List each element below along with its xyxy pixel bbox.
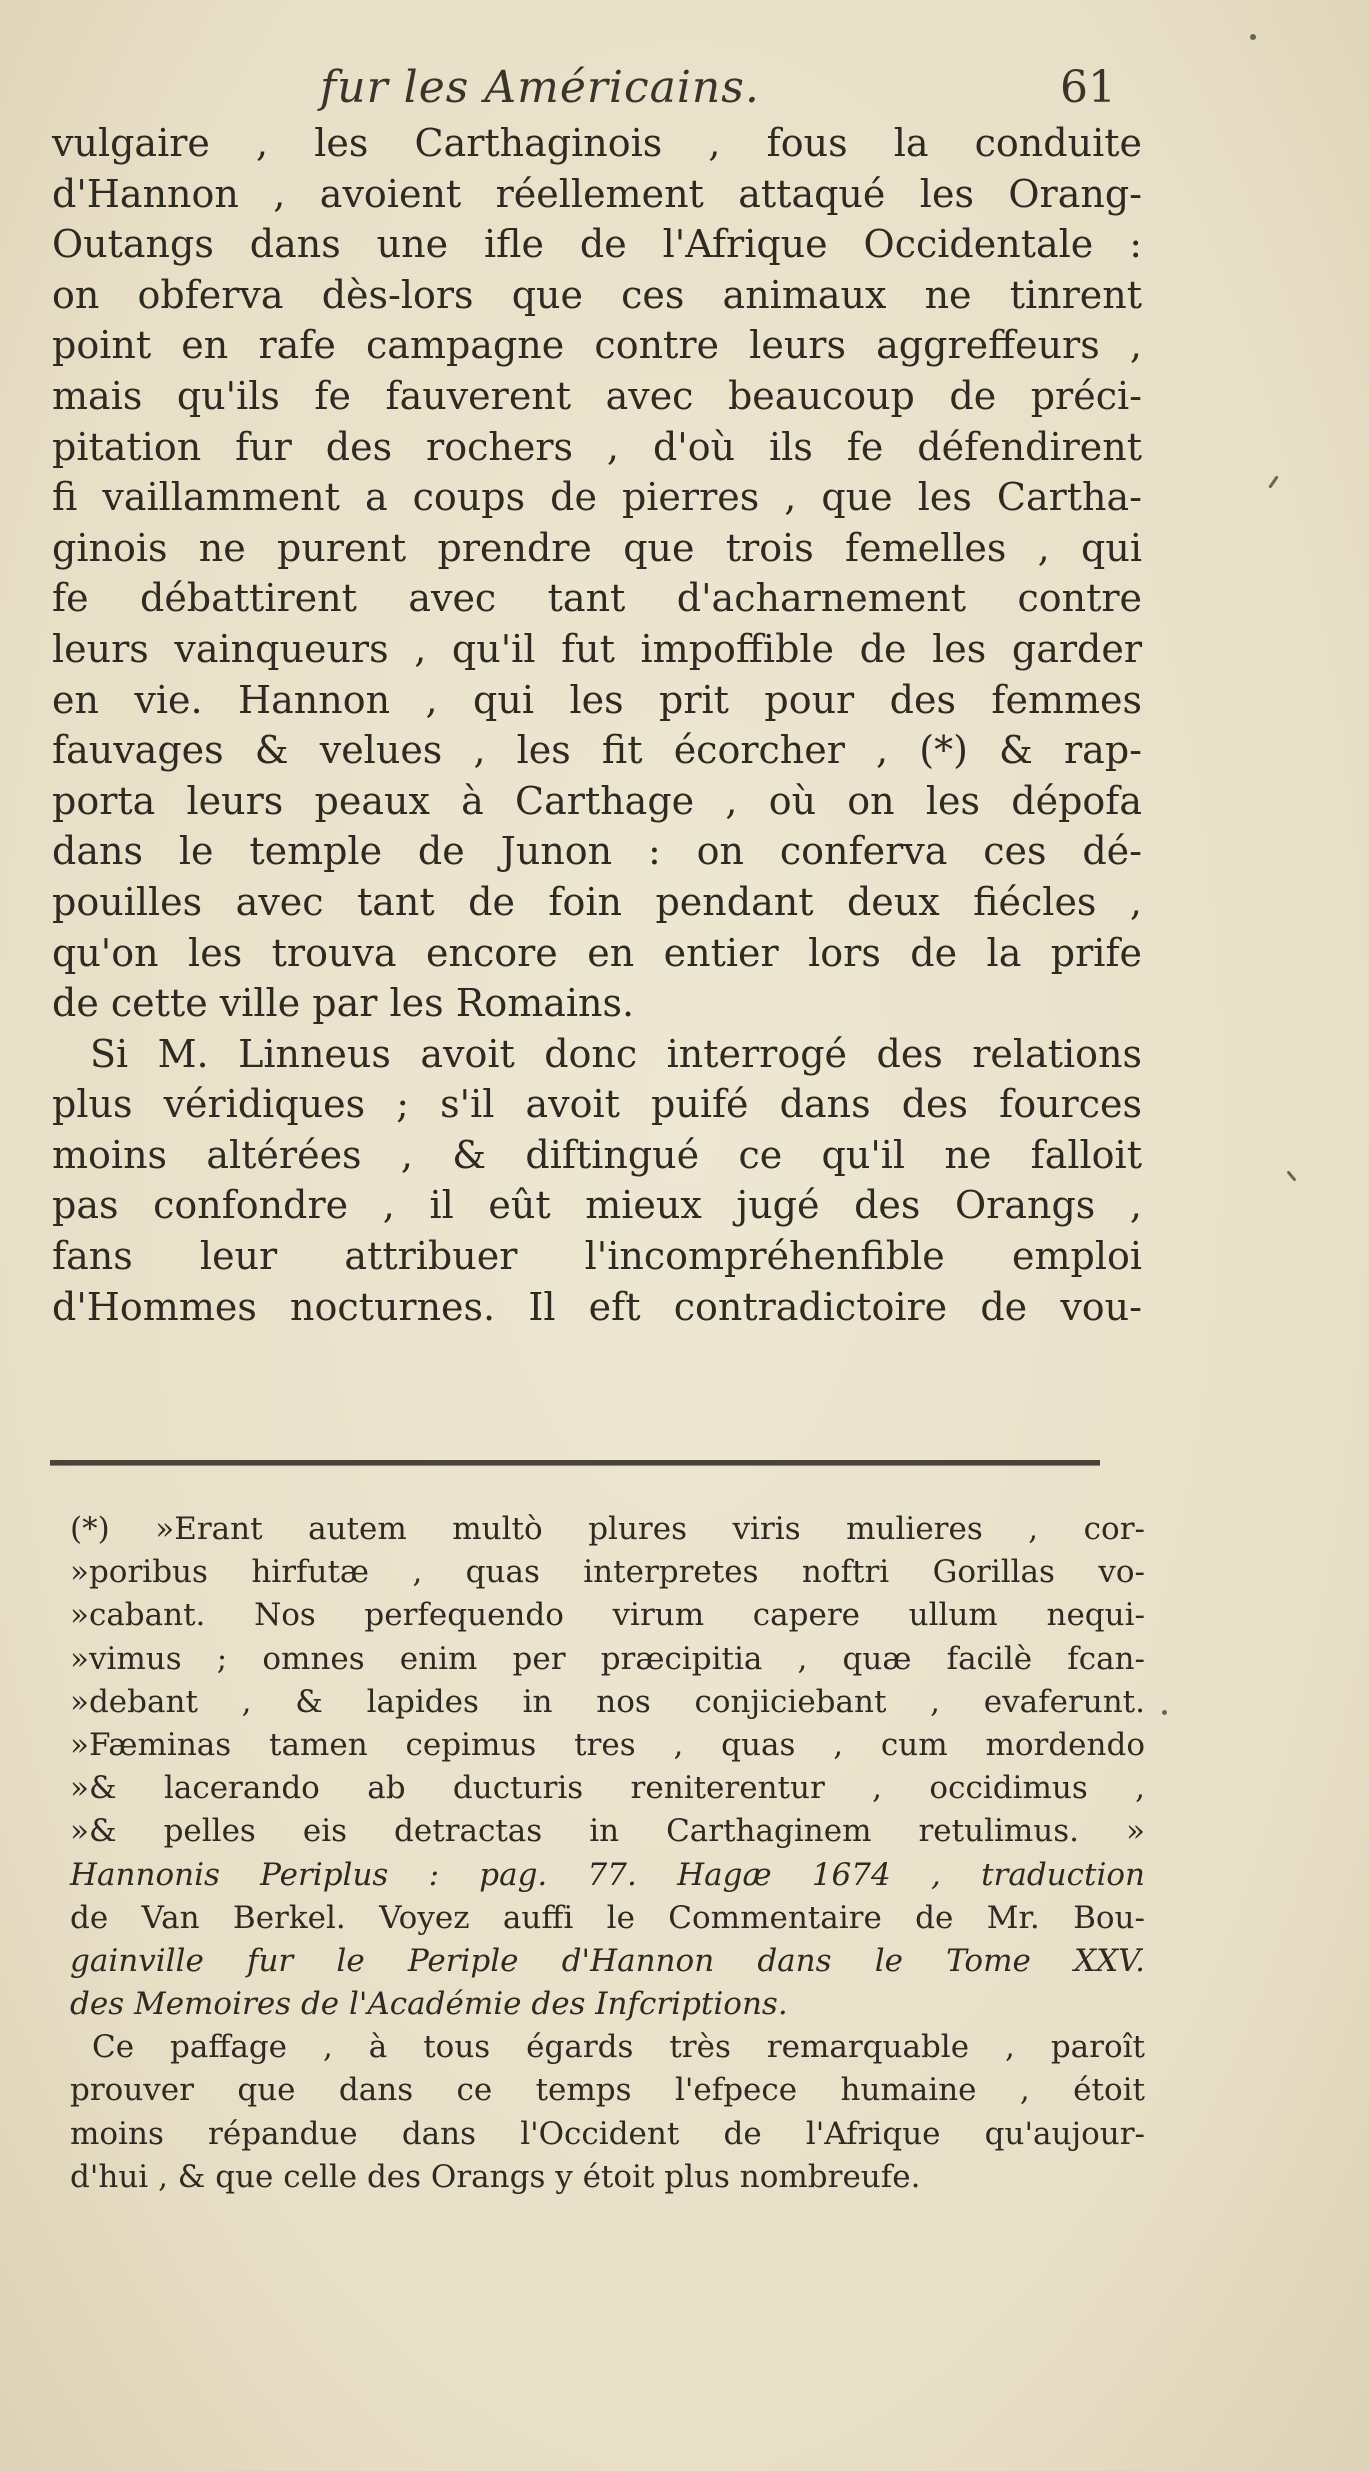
footnote-line: de Van Berkel. Voyez auffi le Commentaire de Mr. Bou-	[70, 1899, 1145, 1936]
footnote-line: Hannonis Periplus : pag. 77. Hagæ 1674 , traduction	[70, 1856, 1145, 1893]
text-line: pitation fur des rochers , d'où ils fe défendirent	[52, 424, 1142, 469]
text-line: de cette ville par les Romains.	[52, 981, 635, 1026]
footnote-line: gainville fur le Periple d'Hannon dans le Tome XXV.	[70, 1942, 1145, 1979]
text-line: on obferva dès-lors que ces animaux ne tinrent	[52, 272, 1142, 317]
text-line: d'Hommes nocturnes. Il eft contradictoire de vou-	[52, 1284, 1142, 1329]
footnote-line: »poribus hirfutæ , quas interpretes noftri Gorillas vo-	[70, 1554, 1145, 1591]
footnote-line: Ce paffage , à tous égards très remarquable , paroît	[92, 2029, 1145, 2066]
text-line: mais qu'ils fe fauverent avec beaucoup de préci-	[52, 373, 1142, 418]
paper-speck	[1286, 1170, 1296, 1181]
text-line: ginois ne purent prendre que trois femelles , qui	[52, 525, 1142, 570]
footnote-line: (*) »Erant autem multò plures viris mulieres , cor-	[70, 1511, 1145, 1547]
paper-speck	[1162, 1710, 1167, 1715]
main-text	[52, 118, 1142, 1332]
text-line: en vie. Hannon , qui les prit pour des femmes	[52, 677, 1142, 722]
text-line: pas confondre , il eût mieux jugé des Orangs ,	[52, 1183, 1142, 1228]
text-line: fauvages & velues , les fit écorcher , (*) & rap-	[52, 728, 1142, 773]
running-title: fur les Américains.	[320, 62, 760, 113]
footnote	[70, 1508, 1145, 2199]
footnote-line: »debant , & lapides in nos conjiciebant , evaferunt.	[70, 1683, 1145, 1720]
page-header	[0, 62, 1369, 122]
text-line: plus véridiques ; s'il avoit puifé dans des fources	[52, 1082, 1142, 1127]
page-number: 61	[1060, 62, 1116, 113]
footnote-line: »vimus ; omnes enim per præcipitia , quæ facilè fcan-	[70, 1640, 1145, 1677]
text-line: fe débattirent avec tant d'acharnement contre	[52, 576, 1142, 621]
text-line: moins altérées , & diftingué ce qu'il ne falloit	[52, 1132, 1142, 1177]
footnote-line: prouver que dans ce temps l'efpece humaine , étoit	[70, 2072, 1145, 2109]
footnote-divider	[50, 1460, 1100, 1465]
text-line: Outangs dans une ifle de l'Afrique Occidentale :	[52, 222, 1142, 267]
footnote-line: »& lacerando ab ducturis reniterentur , occidimus ,	[70, 1770, 1145, 1807]
paper-speck	[1250, 34, 1256, 40]
paper-speck	[1268, 475, 1278, 488]
text-line: dans le temple de Junon : on conferva ces dé-	[52, 829, 1142, 874]
text-line: vulgaire , les Carthaginois , fous la conduite	[52, 121, 1142, 165]
footnote-line: »Fæminas tamen cepimus tres , quas , cum mordendo	[70, 1726, 1145, 1763]
text-line: fans leur attribuer l'incompréhenfible emploi	[52, 1234, 1142, 1279]
footnote-line: »& pelles eis detractas in Carthaginem retulimus. »	[70, 1813, 1145, 1850]
text-line: Si M. Linneus avoit donc interrogé des relations	[90, 1031, 1142, 1076]
text-line: qu'on les trouva encore en entier lors de la prife	[52, 930, 1142, 975]
footnote-line: moins répandue dans l'Occident de l'Afrique qu'aujour-	[70, 2115, 1145, 2152]
footnote-line: »cabant. Nos perfequendo virum capere ullum nequi-	[70, 1597, 1145, 1634]
footnote-line: d'hui , & que celle des Orangs y étoit plus nombreufe.	[70, 2158, 921, 2195]
text-line: fi vaillamment a coups de pierres , que les Cartha-	[52, 475, 1142, 520]
text-line: porta leurs peaux à Carthage , où on les dépofa	[52, 778, 1142, 823]
footnote-line: des Memoires de l'Académie des Infcriptions.	[70, 1986, 788, 2023]
text-line: point en rafe campagne contre leurs aggreffeurs ,	[52, 323, 1142, 368]
text-line: pouilles avec tant de foin pendant deux fiécles ,	[52, 879, 1142, 924]
text-line: leurs vainqueurs , qu'il fut impoffible de les garder	[52, 626, 1142, 671]
text-line: d'Hannon , avoient réellement attaqué les Orang-	[52, 171, 1142, 216]
